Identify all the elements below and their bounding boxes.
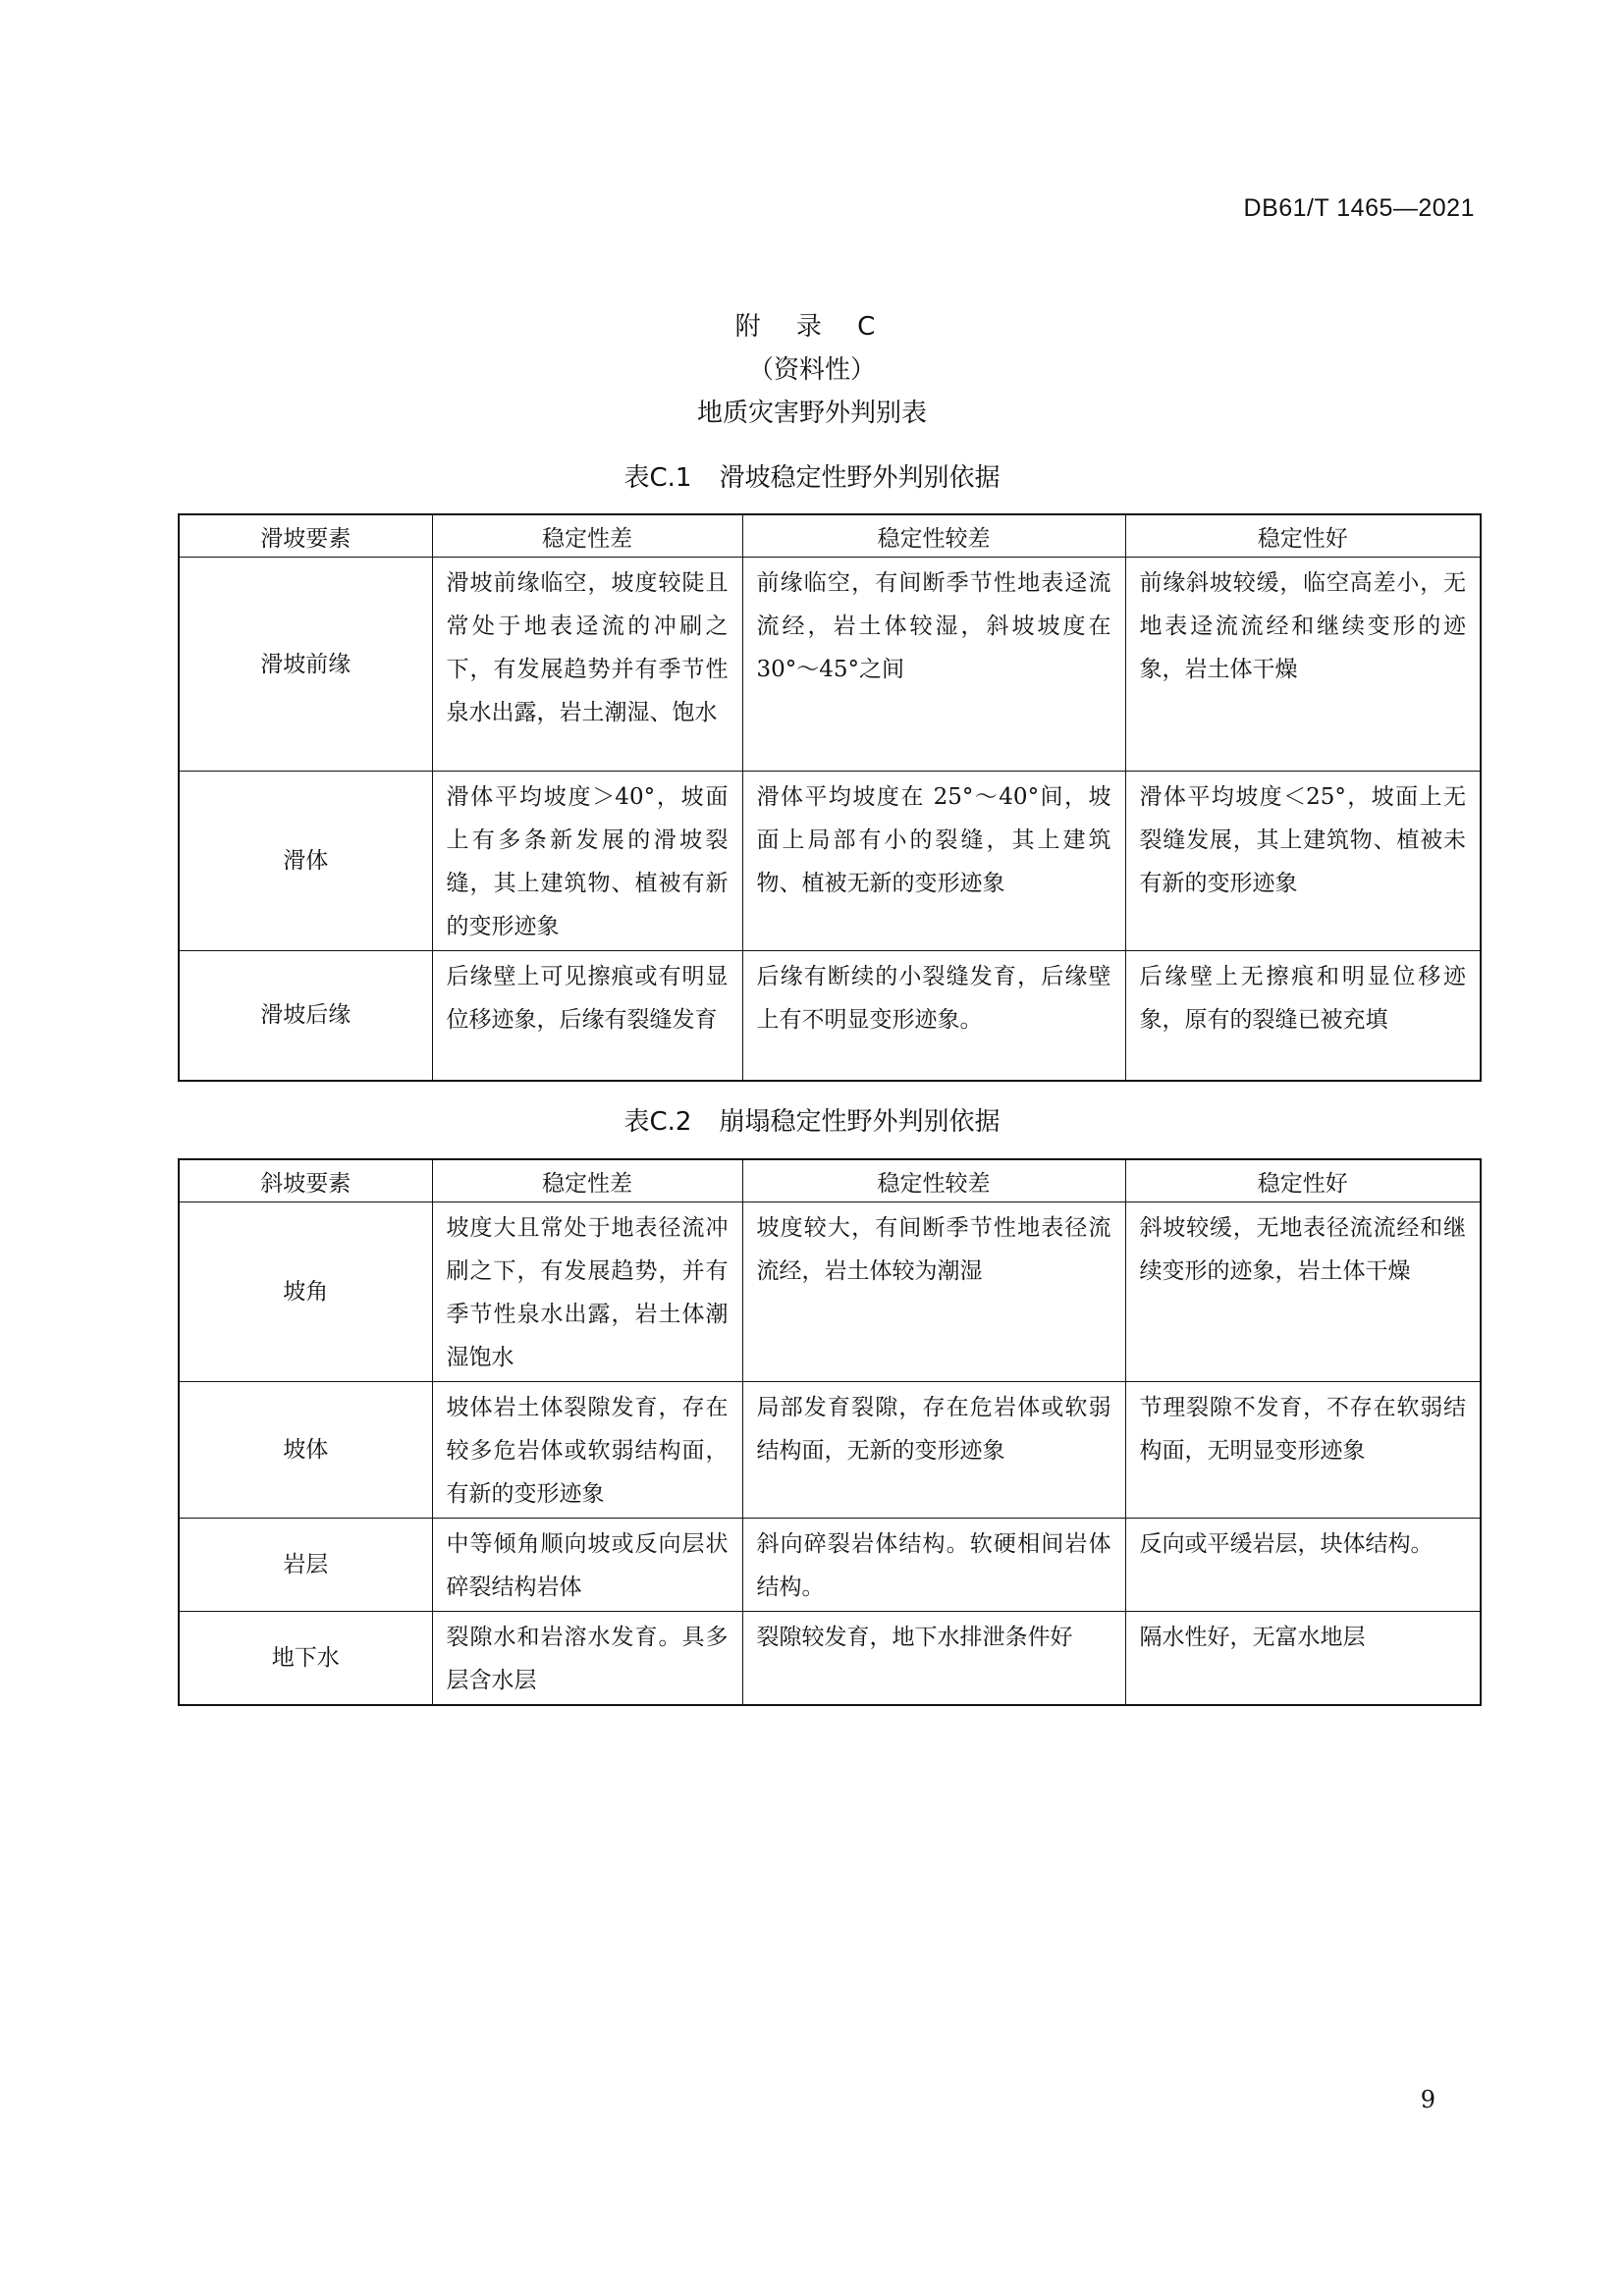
header-cell: 斜坡要素 (179, 1159, 432, 1202)
factor-cell: 岩层 (179, 1519, 432, 1612)
header-cell: 稳定性差 (432, 514, 742, 558)
table-cell: 节理裂隙不发育，不存在软弱结构面，无明显变形迹象 (1125, 1382, 1481, 1519)
table1-caption (0, 457, 1624, 494)
header-cell: 滑坡要素 (179, 514, 432, 558)
page-number: 9 (1420, 2086, 1435, 2113)
table-cell: 反向或平缓岩层，块体结构。 (1125, 1519, 1481, 1612)
factor-cell: 滑坡后缘 (179, 951, 432, 1081)
table-cell: 中等倾角顺向坡或反向层状碎裂结构岩体 (432, 1519, 742, 1612)
collapse-stability-table (178, 1158, 1482, 1706)
table-cell: 裂隙较发育，地下水排泄条件好 (742, 1612, 1125, 1706)
document-code: DB61/T 1465—2021 (1243, 194, 1475, 222)
table-cell: 隔水性好，无富水地层 (1125, 1612, 1481, 1706)
header-cell: 稳定性较差 (742, 1159, 1125, 1202)
table-cell: 后缘壁上可见擦痕或有明显位移迹象，后缘有裂缝发育 (432, 951, 742, 1081)
table-cell: 斜坡较缓，无地表径流流经和继续变形的迹象，岩土体干燥 (1125, 1202, 1481, 1382)
header-cell: 稳定性好 (1125, 514, 1481, 558)
appendix-nature: （资料性） (747, 355, 876, 385)
table2-caption-text: 崩塌稳定性野外判别依据 (719, 1107, 1001, 1137)
header-cell: 稳定性较差 (742, 514, 1125, 558)
table1-caption-number: 表C.1 (623, 463, 692, 493)
table-header-row (179, 1159, 1481, 1202)
table2-caption-number: 表C.2 (623, 1107, 692, 1137)
header-cell: 稳定性差 (432, 1159, 742, 1202)
table-cell: 坡体岩土体裂隙发育，存在较多危岩体或软弱结构面，有新的变形迹象 (432, 1382, 742, 1519)
table-row (179, 558, 1481, 772)
table-row (179, 1519, 1481, 1612)
factor-cell: 地下水 (179, 1612, 432, 1706)
table-header-row (179, 514, 1481, 558)
table-cell: 滑体平均坡度在 25°～40°间，坡面上局部有小的裂缝，其上建筑物、植被无新的变形迹象 (742, 772, 1125, 951)
table-row (179, 1202, 1481, 1382)
table-cell: 前缘临空，有间断季节性地表迳流流经，岩土体较湿，斜坡坡度在 30°～45°之间 (742, 558, 1125, 772)
table2-caption (0, 1101, 1624, 1138)
table-cell: 坡度较大，有间断季节性地表径流流经，岩土体较为潮湿 (742, 1202, 1125, 1382)
table-cell: 裂隙水和岩溶水发育。具多层含水层 (432, 1612, 742, 1706)
table-cell: 局部发育裂隙，存在危岩体或软弱结构面，无新的变形迹象 (742, 1382, 1125, 1519)
header-cell: 稳定性好 (1125, 1159, 1481, 1202)
factor-cell: 坡体 (179, 1382, 432, 1519)
table-cell: 前缘斜坡较缓，临空高差小，无地表迳流流经和继续变形的迹象，岩土体干燥 (1125, 558, 1481, 772)
landslide-stability-table (178, 513, 1482, 1082)
factor-cell: 滑体 (179, 772, 432, 951)
table-row (179, 772, 1481, 951)
table-cell: 滑体平均坡度＜25°，坡面上无裂缝发展，其上建筑物、植被未有新的变形迹象 (1125, 772, 1481, 951)
table-cell: 滑坡前缘临空，坡度较陡且常处于地表迳流的冲刷之下，有发展趋势并有季节性泉水出露，岩土潮湿、饱水 (432, 558, 742, 772)
factor-cell: 坡角 (179, 1202, 432, 1382)
table-cell: 后缘有断续的小裂缝发育，后缘壁上有不明显变形迹象。 (742, 951, 1125, 1081)
table1-caption-text: 滑坡稳定性野外判别依据 (719, 463, 1001, 493)
appendix-title: 地质灾害野外判别表 (696, 399, 927, 428)
table-row (179, 1382, 1481, 1519)
appendix-label: 附 录 C (734, 312, 890, 342)
table-cell: 滑体平均坡度＞40°，坡面上有多条新发展的滑坡裂缝，其上建筑物、植被有新的变形迹象 (432, 772, 742, 951)
factor-cell: 滑坡前缘 (179, 558, 432, 772)
table-cell: 后缘壁上无擦痕和明显位移迹象，原有的裂缝已被充填 (1125, 951, 1481, 1081)
table-cell: 斜向碎裂岩体结构。软硬相间岩体结构。 (742, 1519, 1125, 1612)
table-row (179, 1612, 1481, 1706)
table-cell: 坡度大且常处于地表径流冲刷之下，有发展趋势，并有季节性泉水出露，岩土体潮湿饱水 (432, 1202, 742, 1382)
table-row (179, 951, 1481, 1081)
